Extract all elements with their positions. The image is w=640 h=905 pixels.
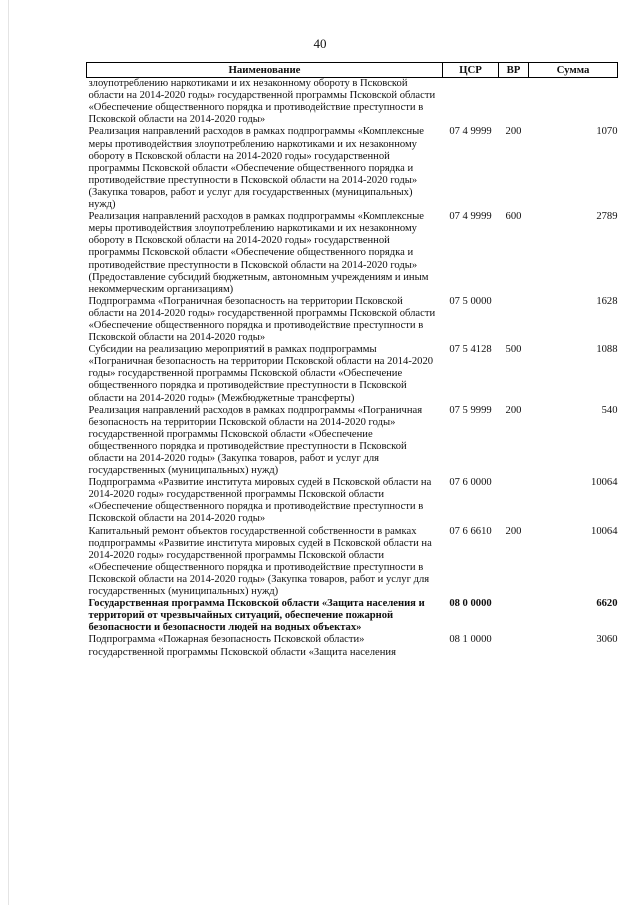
row-vr: 200 [505,525,522,537]
row-sum: 1070 [596,126,618,138]
column-header-vr: ВР [499,63,529,78]
table-row [87,78,618,127]
row-name: Субсидии на реализацию мероприятий в рамках подпрограммы «Пограничная безопасность на территории Псковской области на 2014-2020 годы» государственной программы Псковской области «Обеспечение общественного порядка и противодействие преступности в Псковской области на 2014-2020 годы» (Межбюджетные трансферты) [88,344,434,404]
row-name: Реализация направлений расходов в рамках подпрограммы «Комплексные меры противодействия злоупотреблению наркотиками и их незаконному обороту в Псковской области на 2014-2020 годы» государственной программы Псковской области «Обеспечение общественного порядка и противодействие преступности в Псковской области на 2014-2020 годы» (Предоставление субсидий бюджетным, автономным учреждениям и иным некоммерческим организациям) [88,211,429,295]
row-csr: 07 4 9999 [449,211,492,223]
row-sum: 1088 [596,344,618,356]
row-vr [499,598,529,634]
row-name: Подпрограмма «Пожарная безопасность Псковской области» государственной программы Псковской области «Защита населения [88,634,396,658]
row-vr: 200 [505,126,522,138]
row-csr: 08 1 0000 [449,634,492,646]
row-csr: 07 6 0000 [449,477,492,489]
row-vr [499,78,529,127]
row-vr: 200 [505,404,522,416]
budget-table [86,62,618,659]
row-vr: 500 [505,344,522,356]
row-name: Подпрограмма «Пограничная безопасность на территории Псковской области на 2014-2020 годы» государственной программы Псковской области «Обеспечение общественного порядка и противодействие преступности в Псковской области на 2014-2020 годы» [88,295,436,344]
scan-edge-line [8,0,9,905]
row-csr: 07 5 4128 [449,344,492,356]
column-header-sum: Сумма [529,63,618,78]
row-name: Реализация направлений расходов в рамках подпрограммы «Комплексные меры противодействия злоупотреблению наркотиками и их незаконному обороту в Псковской области на 2014-2020 годы» государственной программы Псковской области «Обеспечение общественного порядка и противодействие преступности в Псковской области на 2014-2020 годы» (Закупка товаров, работ и услуг для государственных (муниципальных) нужд) [88,126,424,211]
table-row [87,344,618,404]
row-name: Капитальный ремонт объектов государственной собственности в рамках подпрограммы «Развитие института мировых судей в Псковской области на 2014-2020 годы» государственной программы Псковской области «Обеспечение общественного порядка и противодействие преступности в Псковской области на 2014-2020 годы» (Закупка товаров, работ и услуг для государственных (муниципальных) нужд) [88,525,432,598]
table-header [87,63,618,78]
row-name: злоупотреблению наркотиками и их незаконному обороту в Псковской области на 2014-2020 годы» государственной программы Псковской области «Обеспечение общественного порядка и противодействие преступности в Псковской области на 2014-2020 годы» [88,78,436,126]
table-row [87,296,618,344]
table-row [87,126,618,211]
table-row [87,477,618,525]
row-sum: 10064 [591,477,618,489]
table-row [87,634,618,658]
row-sum: 10064 [591,525,618,537]
row-name: Подпрограмма «Развитие института мировых судей в Псковской области на 2014-2020 годы» государственной программы Псковской области «Обеспечение общественного порядка и противодействие преступности в Псковской области на 2014-2020 годы» [88,477,432,525]
row-sum: 1628 [596,295,618,307]
row-csr: 07 5 9999 [449,404,492,416]
row-csr: 07 4 9999 [449,126,492,138]
table-row [87,211,618,296]
row-csr: 07 5 0000 [449,295,492,307]
table-row [87,598,618,634]
row-vr [499,477,529,525]
row-csr: 08 0 0000 [449,598,492,610]
row-name: Реализация направлений расходов в рамках подпрограммы «Пограничная безопасность на территории Псковской области на 2014-2020 годы» государственной программы Псковской области «Обеспечение общественного порядка и противодействие преступности в Псковской области на 2014-2020 годы» (Закупка товаров, работ и услуг для государственных (муниципальных) нужд) [88,404,423,477]
column-header-csr: ЦСР [443,63,499,78]
table-body [87,78,618,659]
row-vr [499,634,529,658]
table-row [87,526,618,599]
row-sum [529,78,618,127]
row-sum: 540 [601,404,618,416]
row-sum: 6620 [596,598,618,610]
row-vr: 600 [505,211,522,223]
row-sum: 2789 [596,211,618,223]
page-number: 40 [313,36,327,51]
table-row [87,405,618,478]
row-name: Государственная программа Псковской области «Защита населения и территорий от чрезвычайных ситуаций, обеспечение пожарной безопасности и безопасности людей на водных объектах» [88,598,425,634]
row-vr [499,296,529,344]
row-csr [443,78,499,127]
row-sum: 3060 [596,634,618,646]
row-csr: 07 6 6610 [449,525,492,537]
column-header-name: Наименование [87,63,443,78]
